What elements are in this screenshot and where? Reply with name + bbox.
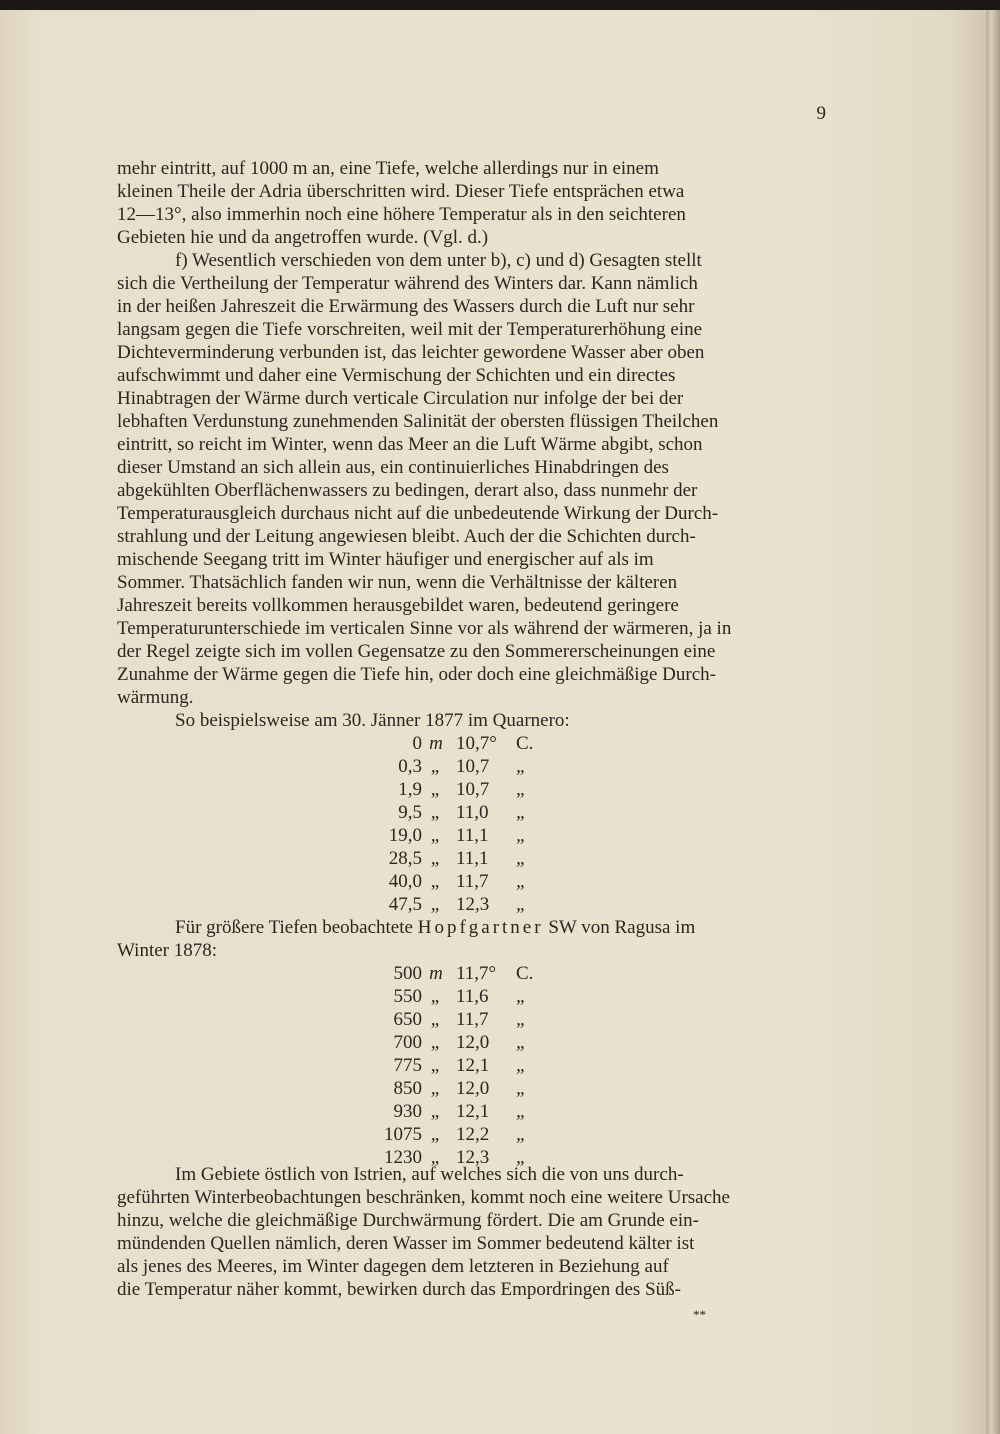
depth-unit-cell: „ [430, 1124, 442, 1145]
text-line: die Temperatur näher kommt, bewirken durch das Empordringen des Süß- [117, 1279, 681, 1300]
temperature-cell: 12,0 [456, 1032, 490, 1053]
depth-unit-cell: „ [430, 1147, 442, 1168]
temperature-unit-cell: „ [516, 756, 527, 777]
text-line: geführten Winterbeobachtungen beschränken, kommt noch eine weitere Ursache [117, 1187, 730, 1208]
depth-cell: 850 [393, 1078, 422, 1099]
depth-unit-cell: „ [430, 986, 442, 1007]
depth-unit-cell: „ [430, 871, 442, 892]
depth-cell: 47,5 [388, 894, 422, 915]
temperature-unit-cell: „ [516, 1101, 527, 1122]
text-line: abgekühlten Oberflächenwassers zu bedingen, derart also, dass nunmehr der [117, 480, 698, 501]
temperature-unit-cell: „ [516, 1032, 527, 1053]
depth-cell: 550 [393, 986, 422, 1007]
text-line: f) Wesentlich verschieden von dem unter b), c) und d) Gesagten stellt [175, 250, 702, 271]
depth-cell: 28,5 [388, 848, 422, 869]
observer-name: Hopfgartner [417, 917, 544, 938]
temperature-cell: 12,1 [456, 1101, 490, 1122]
text-line: 12—13°, also immerhin noch eine höhere Temperatur als in den seichteren [117, 204, 686, 225]
table-row [340, 1100, 600, 1123]
text-line: langsam gegen die Tiefe vorschreiten, weil mit der Temperaturerhöhung eine [117, 319, 703, 340]
text-line: Winter 1878: [117, 940, 218, 961]
table-row [340, 755, 600, 778]
temperature-cell: 12,2 [456, 1124, 490, 1145]
temperature-cell: 11,7 [456, 1009, 489, 1030]
text-line: Im Gebiete östlich von Istrien, auf welches sich die von uns durch- [175, 1164, 684, 1185]
page-number: 9 [816, 103, 826, 124]
temperature-unit-cell: „ [516, 986, 527, 1007]
depth-cell: 19,0 [388, 825, 422, 846]
temperature-unit-cell: „ [516, 1055, 527, 1076]
temperature-cell: 11,1 [456, 825, 489, 846]
temperature-unit-cell: „ [516, 1147, 527, 1168]
table-row [340, 1054, 600, 1077]
depth-unit-cell: „ [430, 894, 442, 915]
temperature-unit-cell: „ [516, 1124, 527, 1145]
temperature-cell: 10,7 [456, 756, 490, 777]
table-row [340, 893, 600, 916]
depth-cell: 9,5 [398, 802, 422, 823]
depth-unit-cell: „ [430, 1101, 442, 1122]
depth-unit-cell: „ [430, 1009, 442, 1030]
text-line: strahlung und der Leitung angewiesen bleibt. Auch der die Schichten durch- [117, 526, 696, 547]
text-line: hinzu, welche die gleichmäßige Durchwärmung fördert. Die am Grunde ein- [117, 1210, 699, 1231]
table-row [340, 778, 600, 801]
depth-unit-cell: „ [430, 756, 442, 777]
temperature-cell: 10,7 [456, 779, 490, 800]
temperature-unit-cell: „ [516, 802, 527, 823]
depth-unit-cell: „ [430, 1055, 442, 1076]
text-fragment: Für größere Tiefen beobachtete [175, 917, 418, 938]
depth-cell: 0 [412, 733, 422, 754]
table-row [340, 847, 600, 870]
table-row [340, 985, 600, 1008]
temperature-cell: 11,1 [456, 848, 489, 869]
table-row [340, 732, 600, 755]
text-line: kleinen Theile der Adria überschritten wird. Dieser Tiefe entsprächen etwa [117, 181, 685, 202]
text-line: mündenden Quellen nämlich, deren Wasser im Sommer bedeutend kälter ist [117, 1233, 695, 1254]
temperature-cell: 12,0 [456, 1078, 490, 1099]
table-row [340, 824, 600, 847]
text-line: mehr eintritt, auf 1000 m an, eine Tiefe, welche allerdings nur in einem [117, 158, 659, 179]
paragraph-example-intro [117, 709, 814, 732]
text-line: So beispielsweise am 30. Jänner 1877 im Quarnero: [175, 710, 570, 731]
text-line: Jahreszeit bereits vollkommen herausgebildet waren, bedeutend geringere [117, 595, 679, 616]
text-line: dieser Umstand an sich allein aus, ein continuierliches Hinabdringen des [117, 457, 669, 478]
text-line: eintritt, so reicht im Winter, wenn das Meer an die Luft Wärme abgibt, schon [117, 434, 703, 455]
temperature-unit-cell: „ [516, 871, 527, 892]
depth-cell: 40,0 [388, 871, 422, 892]
text-line: Sommer. Thatsächlich fanden wir nun, wenn die Verhältnisse der kälteren [117, 572, 678, 593]
text-line: Zunahme der Wärme gegen die Tiefe hin, oder doch eine gleichmäßige Durch- [117, 664, 716, 685]
text-line: aufschwimmt und daher eine Vermischung der Schichten und ein directes [117, 365, 676, 386]
temperature-unit-cell: „ [516, 848, 527, 869]
depth-unit-cell: m [429, 733, 443, 754]
text-line: sich die Vertheilung der Temperatur während des Winters dar. Kann nämlich [117, 273, 698, 294]
depth-cell: 1230 [384, 1147, 422, 1168]
depth-cell: 1,9 [398, 779, 422, 800]
temperature-unit-cell: „ [516, 1009, 527, 1030]
text-line: wärmung. [117, 687, 194, 708]
text-line: Dichteverminderung verbunden ist, das leichter gewordene Wasser aber oben [117, 342, 705, 363]
table-row [340, 1031, 600, 1054]
signature-mark: ** [693, 1307, 706, 1322]
depth-unit-cell: „ [430, 802, 442, 823]
temperature-cell: 12,1 [456, 1055, 490, 1076]
temperature-cell: 11,6 [456, 986, 489, 1007]
paragraph-continuation [117, 157, 814, 249]
temperature-cell: 12,3 [456, 894, 490, 915]
temperature-cell: 12,3 [456, 1147, 490, 1168]
text-line: lebhaften Verdunstung zunehmenden Salinität der obersten flüssigen Theilchen [117, 411, 719, 432]
text-line: Gebieten hie und da angetroffen wurde. (Vgl. d.) [117, 227, 489, 248]
depth-unit-cell: m [429, 963, 443, 984]
temperature-cell: 11,7° [456, 963, 497, 984]
table-row [340, 870, 600, 893]
table-row [340, 1077, 600, 1100]
text-line: Temperaturausgleich durchaus nicht auf die unbedeutende Wirkung der Durch- [117, 503, 719, 524]
depth-cell: 930 [393, 1101, 422, 1122]
text-line: Hinabtragen der Wärme durch verticale Circulation nur infolge der bei der [117, 388, 684, 409]
temperature-unit-cell: „ [516, 825, 527, 846]
page-edge [986, 10, 1000, 1434]
depth-unit-cell: „ [430, 1078, 442, 1099]
depth-cell: 1075 [384, 1124, 422, 1145]
paragraph-deeper [117, 916, 814, 962]
temperature-cell: 10,7° [456, 733, 497, 754]
text-fragment: SW von Ragusa im [543, 917, 696, 938]
table-row [340, 962, 600, 985]
depth-unit-cell: „ [430, 848, 442, 869]
text-line [117, 916, 814, 939]
depth-cell: 700 [393, 1032, 422, 1053]
temperature-table-quarnero [340, 732, 600, 916]
depth-cell: 650 [393, 1009, 422, 1030]
depth-unit-cell: „ [430, 1032, 442, 1053]
depth-unit-cell: „ [430, 779, 442, 800]
temperature-unit-cell: „ [516, 1078, 527, 1099]
table-row [340, 1008, 600, 1031]
depth-cell: 775 [393, 1055, 422, 1076]
temperature-table-ragusa [340, 962, 600, 1169]
depth-cell: 500 [393, 963, 422, 984]
depth-unit-cell: „ [430, 825, 442, 846]
table-row [340, 1123, 600, 1146]
text-line: als jenes des Meeres, im Winter dagegen dem letzteren in Beziehung auf [117, 1256, 669, 1277]
temperature-unit-cell: C. [516, 963, 534, 984]
text-line: in der heißen Jahreszeit die Erwärmung des Wassers durch die Luft nur sehr [117, 296, 695, 317]
temperature-unit-cell: „ [516, 894, 527, 915]
text-line: Temperaturunterschiede im verticalen Sinne vor als während der wärmeren, ja in [117, 618, 732, 639]
paragraph-istria [117, 1163, 814, 1301]
temperature-cell: 11,7 [456, 871, 489, 892]
text-line: mischende Seegang tritt im Winter häufiger und energischer auf als im [117, 549, 654, 570]
depth-cell: 0,3 [398, 756, 422, 777]
paragraph-f [117, 249, 814, 709]
text-line: der Regel zeigte sich im vollen Gegensatze zu den Sommererscheinungen eine [117, 641, 716, 662]
temperature-cell: 11,0 [456, 802, 489, 823]
temperature-unit-cell: C. [516, 733, 534, 754]
temperature-unit-cell: „ [516, 779, 527, 800]
table-row [340, 801, 600, 824]
